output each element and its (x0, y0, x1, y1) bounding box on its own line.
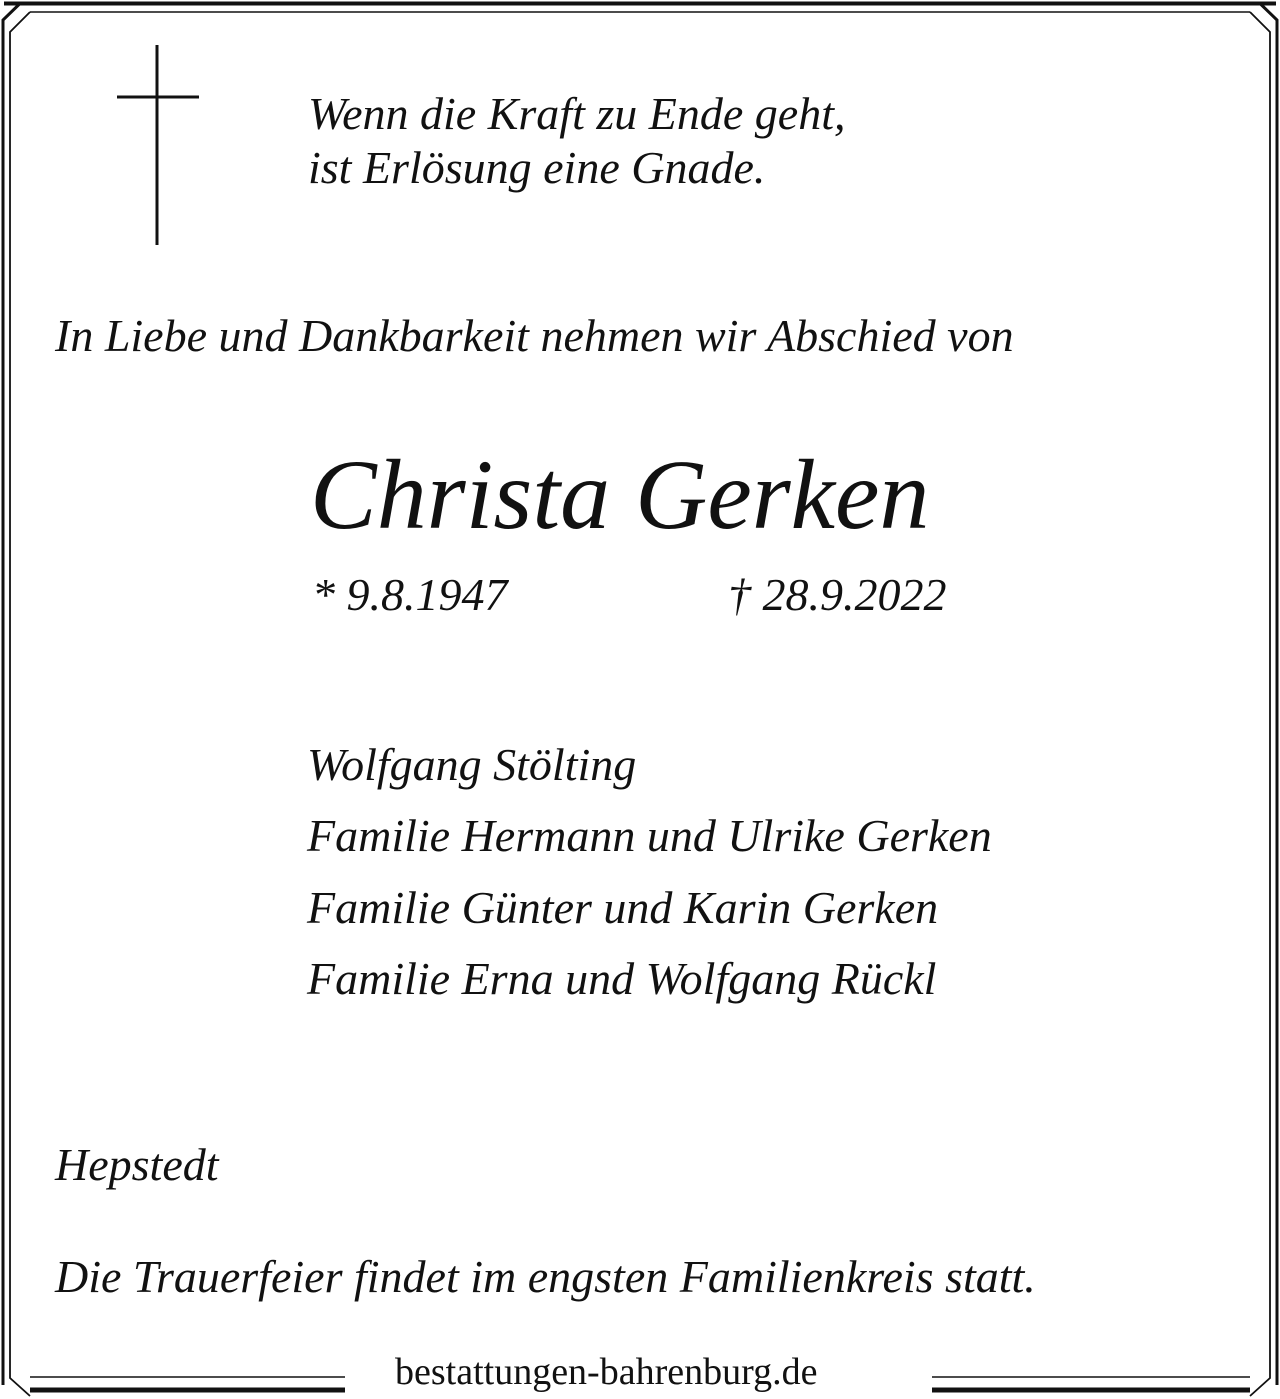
mourner-2: Familie Hermann und Ulrike Gerken (307, 810, 992, 861)
intro-text: In Liebe und Dankbarkeit nehmen wir Abschied von (55, 310, 1014, 361)
right-border (1250, 12, 1270, 1396)
birth-date: * 9.8.1947 (312, 569, 508, 620)
right-border-outer (1260, 4, 1277, 1386)
left-border (10, 12, 30, 1396)
cross-icon (117, 45, 199, 245)
quote-line-2: ist Erlösung eine Gnade. (308, 142, 766, 193)
place-name: Hepstedt (55, 1139, 219, 1190)
mourner-4: Familie Erna und Wolfgang Rückl (307, 953, 937, 1004)
footer-website: bestattungen-bahrenburg.de (395, 1351, 818, 1393)
death-date: † 28.9.2022 (728, 569, 947, 620)
deceased-name: Christa Gerken (310, 439, 930, 550)
funeral-notice: Die Trauerfeier findet im engsten Familienkreis statt. (55, 1251, 1036, 1302)
left-border-outer (3, 4, 20, 1386)
quote-line-1: Wenn die Kraft zu Ende geht, (308, 88, 846, 139)
mourner-1: Wolfgang Stölting (307, 739, 637, 790)
mourner-3: Familie Günter und Karin Gerken (307, 882, 939, 933)
